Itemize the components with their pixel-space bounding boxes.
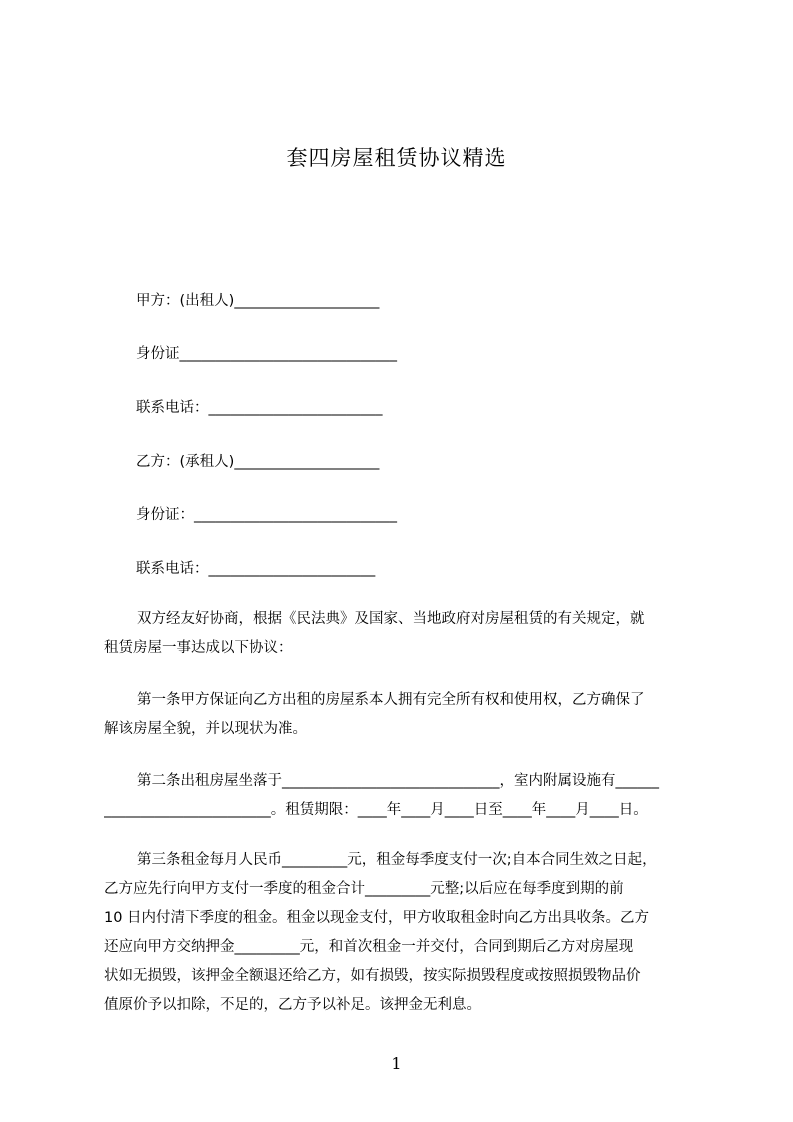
tenant-field: 乙方：(承租人)____________________ [136,454,380,470]
article-3-paragraph [104,846,704,1020]
landlord-id-field: 身份证______________________________ [136,346,397,362]
article-3-line: 第三条租金每月人民币_________元，租金每季度支付一次;自本合同生效之日起， [137,852,657,868]
landlord-field: 甲方：(出租人)____________________ [136,293,380,309]
intro-line: 租赁房屋一事达成以下协议： [104,640,293,656]
article-2-line: 第二条出租房屋坐落于______________________________，室内附属设施有______ [137,773,659,789]
article-2-line: _______________________。租赁期限：____年____月____日至____年____月____日。 [104,802,648,818]
article-3-line: 还应向甲方交纳押金_________元，和首次租金一并交付，合同到期后乙方对房屋现 [104,939,634,955]
article-3-line: 10 日内付清下季度的租金。租金以现金支付，甲方收取租金时向乙方出具收条。乙方 [104,910,650,926]
article-3-line: 乙方应先行向甲方支付一季度的租金合计_________元整;以后应在每季度到期的前 [104,881,624,897]
article-3-line: 状如无损毁，该押金全额退还给乙方，如有损毁，按实际损毁程度或按照损毁物品价 [104,968,641,984]
article-2-paragraph [104,767,704,825]
article-1-line: 解该房屋全貌，并以现状为准。 [104,721,307,737]
article-1-paragraph [104,686,704,744]
document-title: 套四房屋租赁协议精选 [286,146,507,170]
page-number: 1 [391,1054,402,1073]
intro-paragraph [104,605,704,663]
tenant-phone-field: 联系电话：_______________________ [136,561,376,577]
tenant-id-field: 身份证：____________________________ [136,507,397,523]
article-3-line: 值原价予以扣除，不足的，乙方予以补足。该押金无利息。 [104,997,481,1013]
intro-line: 双方经友好协商，根据《民法典》及国家、当地政府对房屋租赁的有关规定，就 [137,611,645,627]
landlord-phone-field: 联系电话：________________________ [136,400,383,416]
article-1-line: 第一条甲方保证向乙方出租的房屋系本人拥有完全所有权和使用权，乙方确保了 [137,692,645,708]
